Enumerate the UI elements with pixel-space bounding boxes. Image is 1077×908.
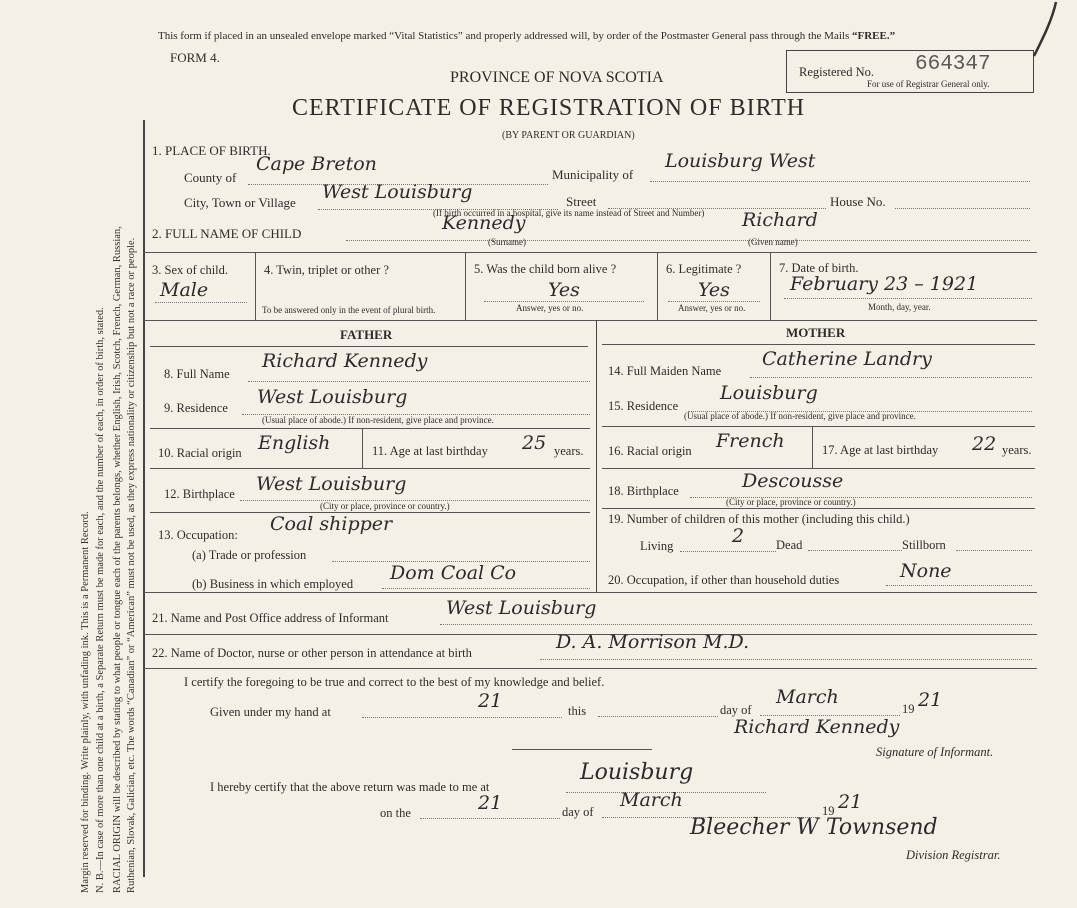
legitimate-value: Yes [698,279,730,301]
top-notice: This form if placed in an unsealed envelope marked “Vital Statistics” and properly addressed will, by order of the Postmaster General pass through the Mails [158,30,850,42]
registrar-place: Louisburg [580,760,694,785]
alive-label: 5. Was the child born alive ? [474,262,617,276]
living-value: 2 [732,525,745,547]
this-label: this [568,704,587,718]
mother-birthplace: Descousse [742,470,844,492]
municipality-label: Municipality of [552,167,634,182]
father-age: 25 [522,432,547,454]
sex-label: 3. Sex of child. [152,263,229,277]
father-occupation: Coal shipper [270,513,393,535]
certify-year: 21 [918,689,943,711]
on-the-label: on the [380,806,411,820]
day-of-label: day of [720,703,752,717]
parents-divider [596,320,597,592]
subtitle: (BY PARENT OR GUARDIAN) [502,130,635,141]
surname-caption: (Surname) [488,237,526,247]
twin-note: To be answered only in the event of plural birth. [262,305,436,315]
mother-residence-caption: (Usual place of abode.) If non-resident, give place and province. [684,411,916,421]
mother-residence-label: 15. Residence [608,399,679,413]
registrar-day-of-label: day of [562,805,594,819]
father-years: years. [554,444,584,458]
left-border [143,120,145,877]
mother-race: French [716,430,785,452]
county-value: Cape Breton [256,153,377,175]
county-label: County of [184,170,237,185]
registrar-signature: Bleecher W Townsend [690,815,938,840]
check-mark-icon [1030,0,1060,60]
stillborn-label: Stillborn [902,538,946,552]
registrar-year: 21 [838,791,863,813]
mother-birthplace-caption: (City or place, province or country.) [726,497,856,507]
father-residence-caption: (Usual place of abode.) If non-resident, give place and province. [262,415,494,425]
given-at-value: 21 [478,690,503,712]
mother-age-label: 17. Age at last birthday [822,443,939,457]
informant-value: West Louisburg [446,597,597,619]
registered-note: For use of Registrar General only. [867,79,990,89]
page-title: CERTIFICATE OF REGISTRATION OF BIRTH [292,95,806,121]
mother-children-label: 19. Number of children of this mother (including this child.) [608,512,910,526]
father-residence-label: 9. Residence [164,401,228,415]
child-surname: Kennedy [442,212,526,234]
hospital-note: (If birth occurred in a hospital, give its name instead of Street and Number) [433,208,705,218]
registrar-month: March [620,789,683,811]
legitimate-caption: Answer, yes or no. [678,303,746,313]
father-trade-label: (a) Trade or profession [192,548,307,562]
doctor-label: 22. Name of Doctor, nurse or other person in attendance at birth [152,646,472,660]
registrar-caption: Division Registrar. [906,848,1001,862]
side-note-racial-2: Ruthenian, Slovak, Galician, etc. The words “Canadian” or “American” must not be used, as they express nationality or citizenship but not a race or people. [126,237,137,893]
father-birthplace-caption: (City or place, province or country.) [320,501,450,511]
city-label: City, Town or Village [184,195,296,210]
mother-years: years. [1002,443,1032,457]
father-birthplace-label: 12. Birthplace [164,487,235,501]
certify-text: I certify the foregoing to be true and correct to the best of my knowledge and belief. [184,675,605,689]
doctor-value: D. A. Morrison M.D. [556,631,750,653]
father-occupation-label: 13. Occupation: [158,528,238,542]
father-business-label: (b) Business in which employed [192,577,354,591]
dead-label: Dead [776,538,803,552]
side-note-margin: Margin reserved for binding. Write plainly, with unfading ink. This is a Permanent Record. [80,511,91,893]
registered-number: 664347 [915,53,991,76]
mother-name: Catherine Landry [762,348,932,370]
mother-residence: Louisburg [720,382,818,404]
top-notice-free: “FREE.” [851,30,896,42]
father-business: Dom Coal Co [390,562,517,584]
registrar-year-prefix: 19 [822,804,835,818]
province-heading: PROVINCE OF NOVA SCOTIA [450,69,664,86]
registrar-text: I hereby certify that the above return was made to me at [210,780,490,794]
mother-age: 22 [972,433,997,455]
informant-signature: Richard Kennedy [734,716,900,738]
child-name-label: 2. FULL NAME OF CHILD [152,226,302,241]
mother-race-label: 16. Racial origin [608,444,692,458]
mother-occupation-label: 20. Occupation, if other than household duties [608,573,840,587]
alive-caption: Answer, yes or no. [516,303,584,313]
form-number: FORM 4. [170,50,220,65]
father-name: Richard Kennedy [262,350,428,372]
sex-value: Male [160,279,209,301]
registrar-day: 21 [478,792,503,814]
street-label: Street [566,194,597,209]
twin-label: 4. Twin, triplet or other ? [264,263,389,277]
city-value: West Louisburg [322,181,473,203]
mother-occupation: None [900,560,952,582]
signature-caption: Signature of Informant. [876,745,994,759]
mother-heading: MOTHER [786,325,846,340]
informant-label: 21. Name and Post Office address of Informant [152,611,389,625]
side-note-nb: N. B.—In case of more than one child at a birth, a Separate Return must be made for each, and the number of each, in order of birth, stated. [95,307,106,893]
child-given-name: Richard [742,209,818,231]
date-caption: Month, day, year. [868,302,931,312]
father-birthplace: West Louisburg [256,473,407,495]
side-note-racial: RACIAL ORIGIN will be described by stating to what people or tongue each of the parents belongs, whether English, Irish, Scotch, French, German, Russian, [112,226,123,893]
living-label: Living [640,539,674,553]
father-heading: FATHER [340,327,393,342]
legitimate-label: 6. Legitimate ? [666,262,742,276]
father-age-label: 11. Age at last birthday [372,444,488,458]
mother-birthplace-label: 18. Birthplace [608,484,679,498]
house-label: House No. [830,194,886,209]
registered-label: Registered No. [799,65,874,79]
father-name-label: 8. Full Name [164,367,230,381]
father-residence: West Louisburg [257,386,408,408]
mother-name-label: 14. Full Maiden Name [608,364,722,378]
certify-month: March [776,686,839,708]
municipality-value: Louisburg West [665,150,816,172]
date-label: 7. Date of birth. [779,261,859,275]
date-value: February 23 – 1921 [790,273,979,295]
given-under-label: Given under my hand at [210,705,331,719]
certify-year-prefix: 19 [902,702,915,716]
alive-value: Yes [548,279,580,301]
place-heading: 1. PLACE OF BIRTH. [152,143,271,158]
father-race: English [258,432,331,454]
father-race-label: 10. Racial origin [158,446,242,460]
registered-box [786,50,1034,93]
given-caption: (Given name) [748,237,798,247]
